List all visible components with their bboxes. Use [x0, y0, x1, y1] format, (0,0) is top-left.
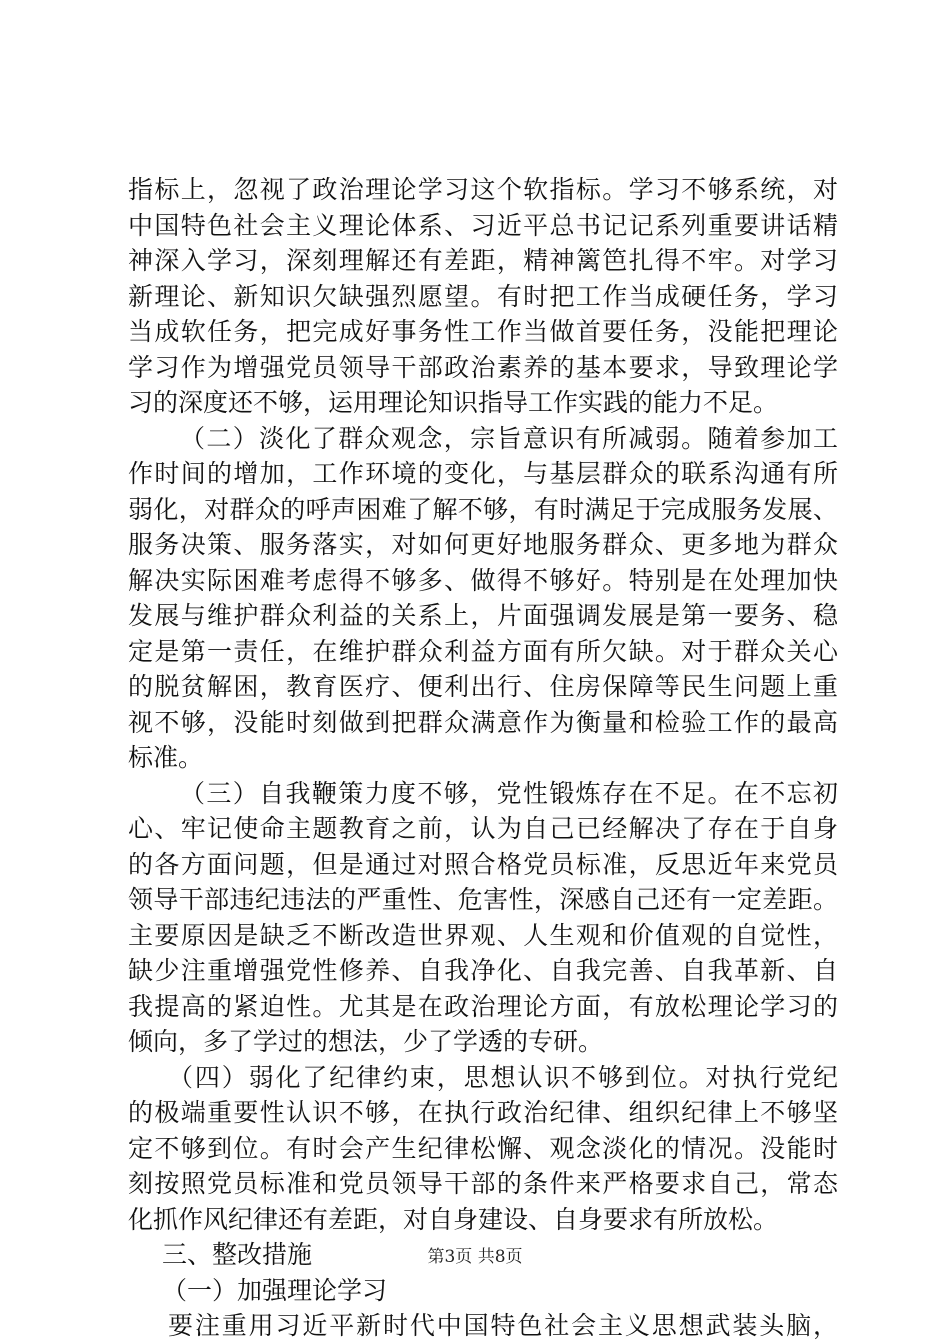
text-line: 神深入学习，深刻理解还有差距，精神篱笆扎得不牢。对学习	[128, 246, 838, 275]
text-line: 化抓作风纪律还有差距，对自身建设、自身要求有所放松。	[128, 1204, 779, 1234]
text-line: 习的深度还不够，运用理论知识指导工作实践的能力不足。	[128, 388, 779, 417]
text-line: 当成软任务，把完成好事务性工作当做首要任务，没能把理论	[128, 317, 838, 346]
text-line: 作时间的增加，工作环境的变化，与基层群众的联系沟通有所	[128, 459, 838, 488]
text-line: 心、牢记使命主题教育之前，认为自己已经解决了存在于自身	[128, 814, 838, 843]
text-line: 倾向，多了学过的想法，少了学透的专研。	[128, 1027, 604, 1056]
text-line: 主要原因是缺乏不断改造世界观、人生观和价值观的自觉性，	[128, 920, 838, 950]
text-line: 中国特色社会主义理论体系、习近平总书记记系列重要讲话精	[128, 210, 838, 240]
section-heading-line: （四）弱化了纪律约束，思想认识不够到位。对执行党纪	[168, 1062, 838, 1092]
text-line: 服务决策、服务落实，对如何更好地服务群众、更多地为群众	[128, 530, 838, 559]
section-heading-line: （二）淡化了群众观念，宗旨意识有所减弱。随着参加工	[180, 423, 838, 453]
text-line: 发展与维护群众利益的关系上，片面强调发展是第一要务、稳	[128, 601, 838, 630]
text-line: 的各方面问题，但是通过对照合格党员标准，反思近年来党员	[128, 849, 838, 879]
text-line: 我提高的紧迫性。尤其是在政治理论方面，有放松理论学习的	[128, 991, 838, 1021]
text-line: 弱化，对群众的呼声困难了解不够，有时满足于完成服务发展、	[128, 494, 838, 524]
text-line: 缺少注重增强党性修养、自我净化、自我完善、自我革新、自	[128, 956, 838, 985]
text-line: 定不够到位。有时会产生纪律松懈、观念淡化的情况。没能时	[128, 1133, 838, 1163]
text-line: 领导干部违纪违法的严重性、危害性，深感自己还有一定差距。	[128, 885, 838, 914]
text-line: 标准。	[128, 743, 204, 772]
text-line: 要注重用习近平新时代中国特色社会主义思想武装头脑，	[168, 1311, 838, 1340]
section-heading-line: （三）自我鞭策力度不够，党性锻炼存在不足。在不忘初	[180, 778, 838, 808]
text-line: 视不够，没能时刻做到把群众满意作为衡量和检验工作的最高	[128, 707, 838, 737]
page-footer: 第3页 共8页	[427, 1247, 523, 1267]
text-line: 的极端重要性认识不够，在执行政治纪律、组织纪律上不够坚	[128, 1098, 838, 1127]
text-line: 学习作为增强党员领导干部政治素养的基本要求，导致理论学	[128, 352, 838, 382]
text-line: 新理论、新知识欠缺强烈愿望。有时把工作当成硬任务，学习	[128, 281, 838, 311]
body-text	[128, 172, 838, 1344]
text-line: 指标上，忽视了政治理论学习这个软指标。学习不够系统，对	[128, 175, 838, 204]
text-line: 刻按照党员标准和党员领导干部的条件来严格要求自己，常态	[128, 1169, 838, 1198]
text-line: 的脱贫解困，教育医疗、便利出行、住房保障等民生问题上重	[128, 672, 838, 701]
text-line: 解决实际困难考虑得不够多、做得不够好。特别是在处理加快	[128, 565, 838, 595]
subsection-title: （一）加强理论学习	[162, 1275, 388, 1305]
section-title: 三、整改措施	[162, 1240, 313, 1269]
text-line: 定是第一责任，在维护群众利益方面有所欠缺。对于群众关心	[128, 636, 838, 666]
